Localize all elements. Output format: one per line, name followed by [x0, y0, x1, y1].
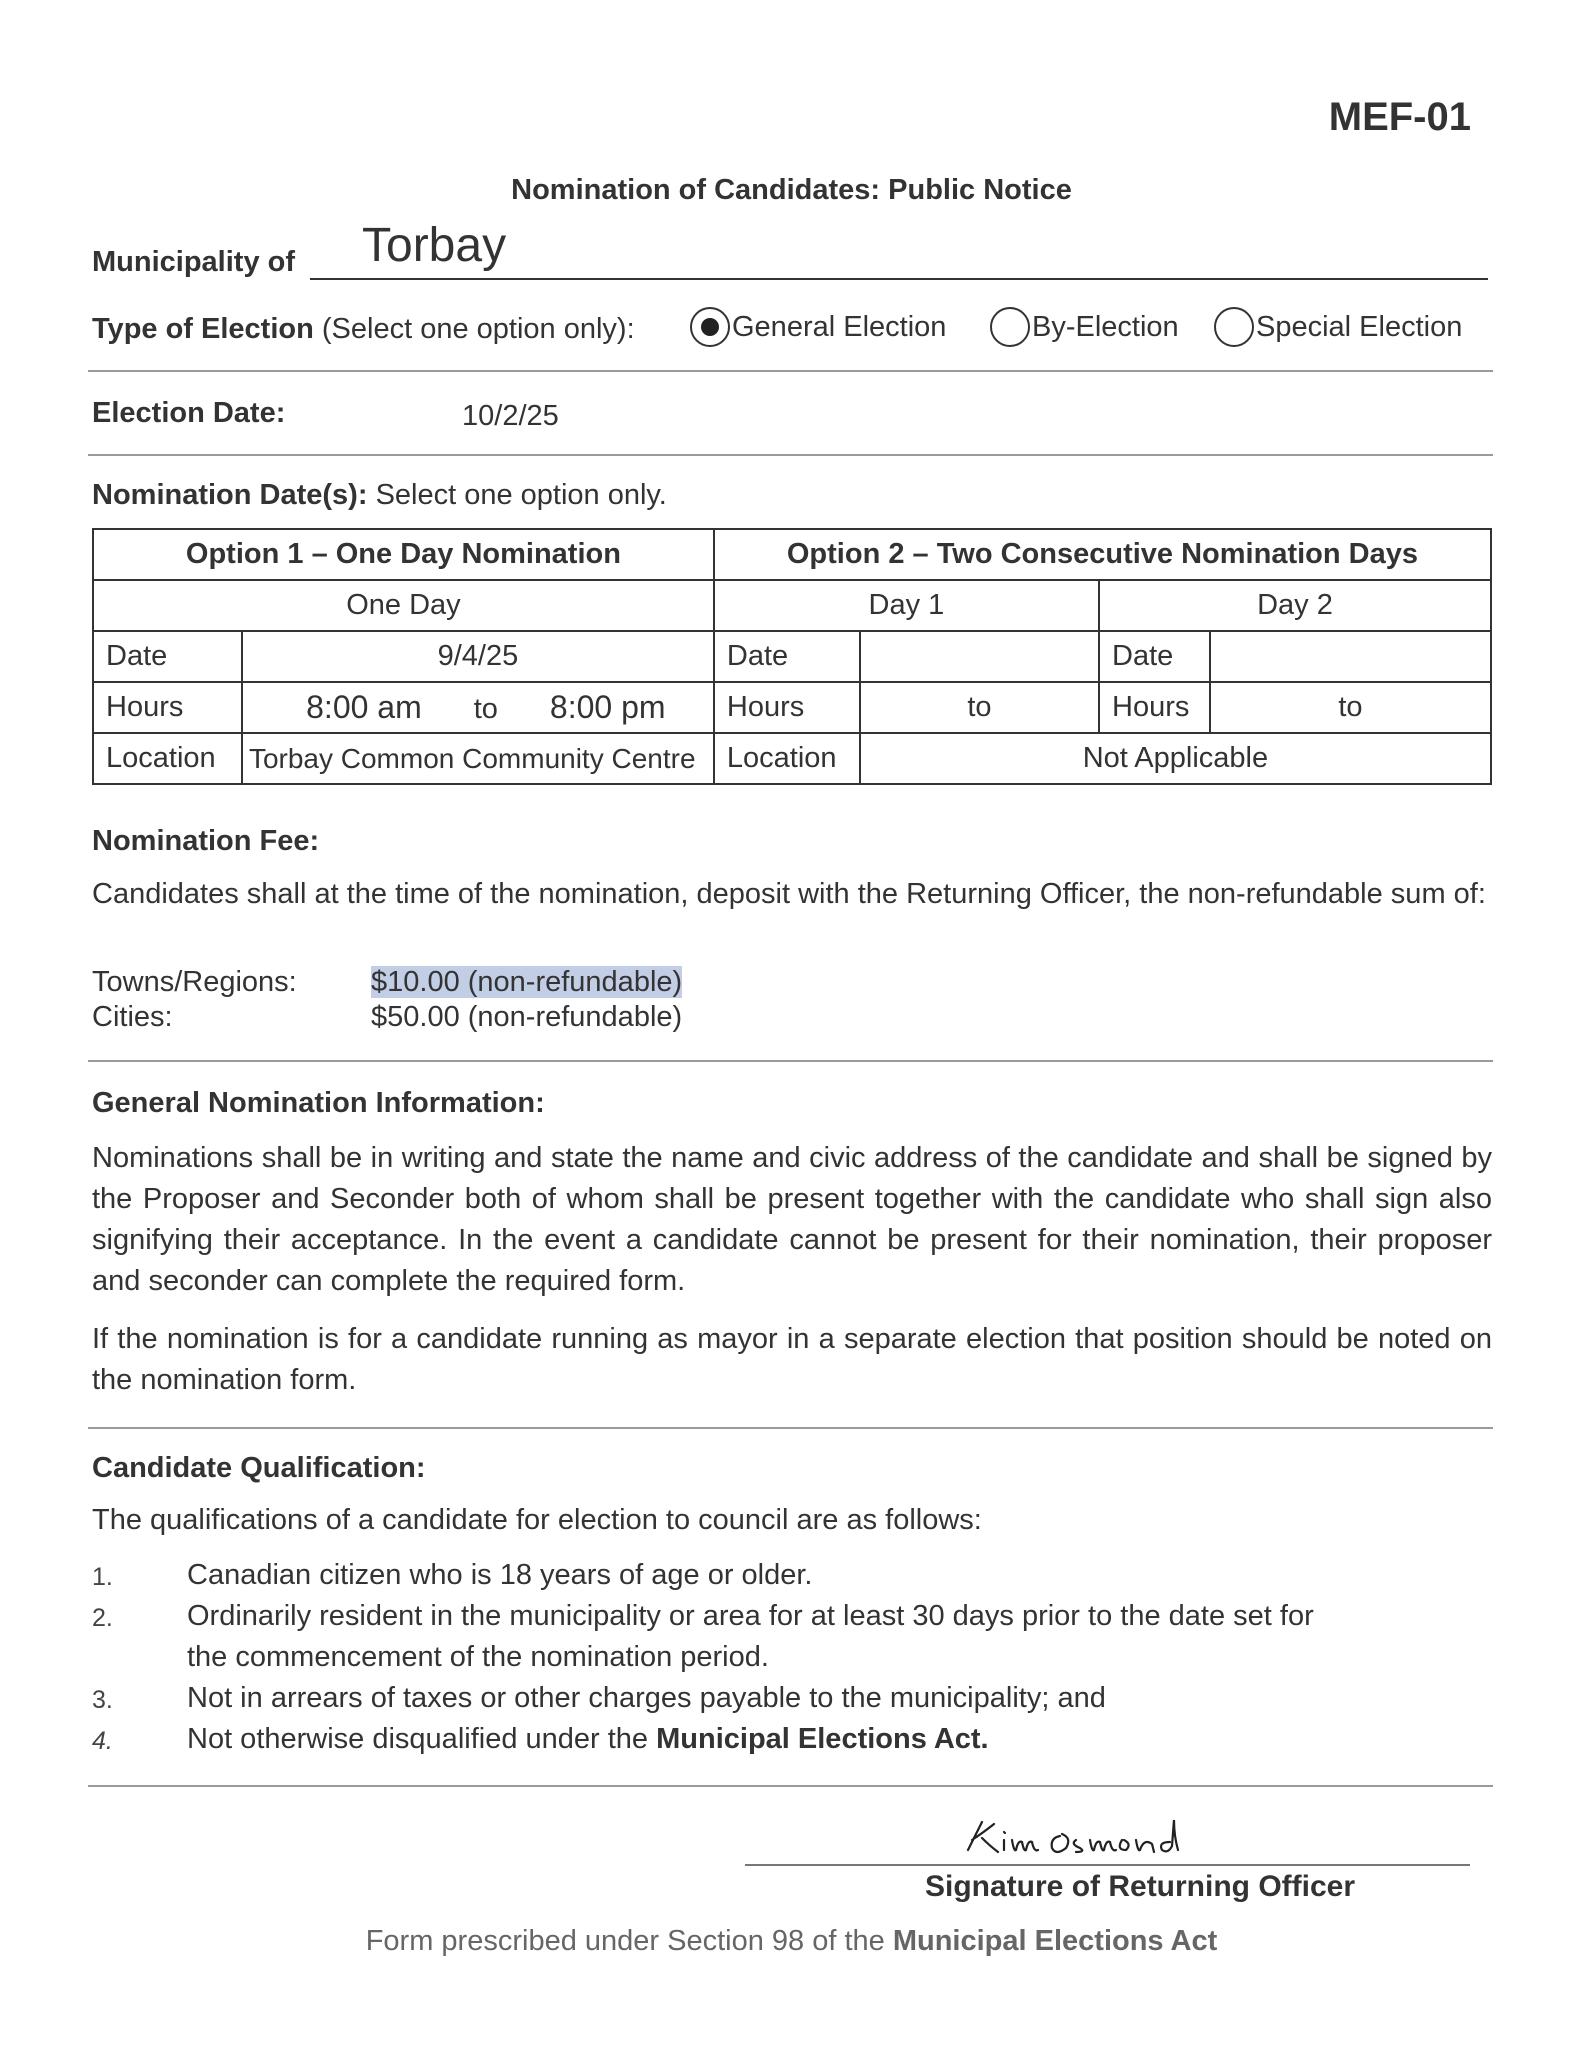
option2-day1-date [860, 631, 1099, 682]
radio-general-election-label: General Election [732, 310, 947, 343]
radio-selected-icon [690, 307, 730, 347]
location-label: Location [714, 733, 860, 784]
election-date-label: Election Date: [92, 397, 286, 429]
radio-general-election[interactable] [690, 307, 946, 347]
footer-act-name: Municipal Elections Act [892, 1925, 1218, 1957]
election-type-label [92, 313, 635, 346]
option1-hours-to: 8:00 pm [549, 689, 666, 725]
divider [88, 1427, 1493, 1429]
list-item-number: 1. [92, 1563, 113, 1591]
footer-text: Form prescribed under Section 98 of the [365, 1925, 893, 1957]
list-item-number: 3. [92, 1686, 113, 1714]
date-label: Date [1099, 631, 1210, 682]
hours-label: Hours [93, 682, 242, 733]
qualification-intro: The qualifications of a candidate for election to council are as follows: [92, 1504, 982, 1536]
option2-day1-hours: to [860, 682, 1099, 733]
radio-by-election[interactable] [990, 307, 1179, 347]
option1-location: Torbay Common Community Centre [242, 733, 714, 784]
fee-towns-value-text: $10.00 (non-refundable) [371, 966, 683, 998]
nomination-dates-table [92, 528, 1492, 785]
signature-line [745, 1864, 1470, 1866]
signature-handwriting [960, 1810, 1200, 1871]
option2-header: Option 2 – Two Consecutive Nomination Days [714, 529, 1491, 580]
hours-label: Hours [1099, 682, 1210, 733]
option1-hours-from: 8:00 am [306, 689, 422, 725]
radio-special-election[interactable] [1214, 307, 1462, 347]
option2-location: Not Applicable [860, 733, 1491, 784]
option1-date: 9/4/25 [242, 631, 714, 682]
list-item: Not in arrears of taxes or other charges payable to the municipality; and [187, 1682, 1106, 1714]
radio-special-election-label: Special Election [1256, 310, 1463, 343]
list-item: Ordinarily resident in the municipality or area for at least 30 days prior to the date set for the commencement of the nomination period. [187, 1600, 1314, 1673]
date-label: Date [93, 631, 242, 682]
divider [88, 1060, 1493, 1062]
list-item [187, 1719, 1387, 1760]
page-title: Nomination of Candidates: Public Notice [511, 174, 1072, 206]
fee-towns-value [371, 966, 682, 999]
election-date-value: 10/2/25 [462, 400, 559, 432]
fee-towns-label: Towns/Regions: [92, 966, 297, 998]
footer [0, 1925, 1583, 1958]
option1-hours-to-word: to [473, 693, 498, 725]
day1-header: Day 1 [714, 580, 1099, 631]
municipality-value: Torbay [362, 219, 507, 272]
signature-label: Signature of Returning Officer [925, 1870, 1356, 1903]
radio-unselected-icon [1214, 307, 1254, 347]
election-type-label-bold: Type of Election [92, 313, 314, 345]
act-name: Municipal Elections Act. [656, 1723, 989, 1755]
list-item: Canadian citizen who is 18 years of age or older. [187, 1559, 813, 1591]
radio-unselected-icon [990, 307, 1030, 347]
nomination-dates-label-bold: Nomination Date(s): [92, 479, 368, 511]
general-info-para1: Nominations shall be in writing and state the name and civic address of the candidate and shall be signed by the Proposer and Seconder both of whom shall be present together with the candidate who shall sign also signifying their acceptance. In the event a candidate cannot be present for their nomination, their proposer and seconder can complete the required form. [92, 1142, 1492, 1297]
form-id: MEF-01 [1328, 95, 1471, 139]
option2-day2-date [1210, 631, 1491, 682]
date-label: Date [714, 631, 860, 682]
nomination-fee-heading: Nomination Fee: [92, 825, 320, 857]
municipality-underline [310, 278, 1488, 280]
divider [88, 454, 1493, 456]
option1-hours [242, 682, 714, 733]
general-info-para2: If the nomination is for a candidate running as mayor in a separate election that position should be noted on the nomination form. [92, 1323, 1492, 1396]
fee-cities-label: Cities: [92, 1001, 173, 1033]
nomination-fee-text: Candidates shall at the time of the nomination, deposit with the Returning Officer, the non-refundable sum of: [92, 878, 1486, 910]
option2-day2-hours: to [1210, 682, 1491, 733]
one-day-header: One Day [93, 580, 714, 631]
general-info-heading: General Nomination Information: [92, 1087, 545, 1119]
list-item-number: 2. [92, 1604, 113, 1632]
day2-header: Day 2 [1099, 580, 1491, 631]
option1-header: Option 1 – One Day Nomination [93, 529, 714, 580]
divider [88, 370, 1493, 372]
hours-label: Hours [714, 682, 860, 733]
location-label: Location [93, 733, 242, 784]
radio-by-election-label: By-Election [1032, 310, 1179, 343]
list-item-number: 4. [92, 1727, 113, 1755]
nomination-dates-label [92, 479, 667, 512]
election-type-label-note: (Select one option only): [321, 313, 635, 345]
qualification-heading: Candidate Qualification: [92, 1452, 426, 1484]
divider [88, 1785, 1493, 1787]
list-item-text: Not otherwise disqualified under the [187, 1723, 657, 1755]
fee-cities-value: $50.00 (non-refundable) [371, 1001, 683, 1033]
municipality-label: Municipality of [92, 246, 295, 278]
nomination-dates-label-note: Select one option only. [375, 479, 667, 511]
